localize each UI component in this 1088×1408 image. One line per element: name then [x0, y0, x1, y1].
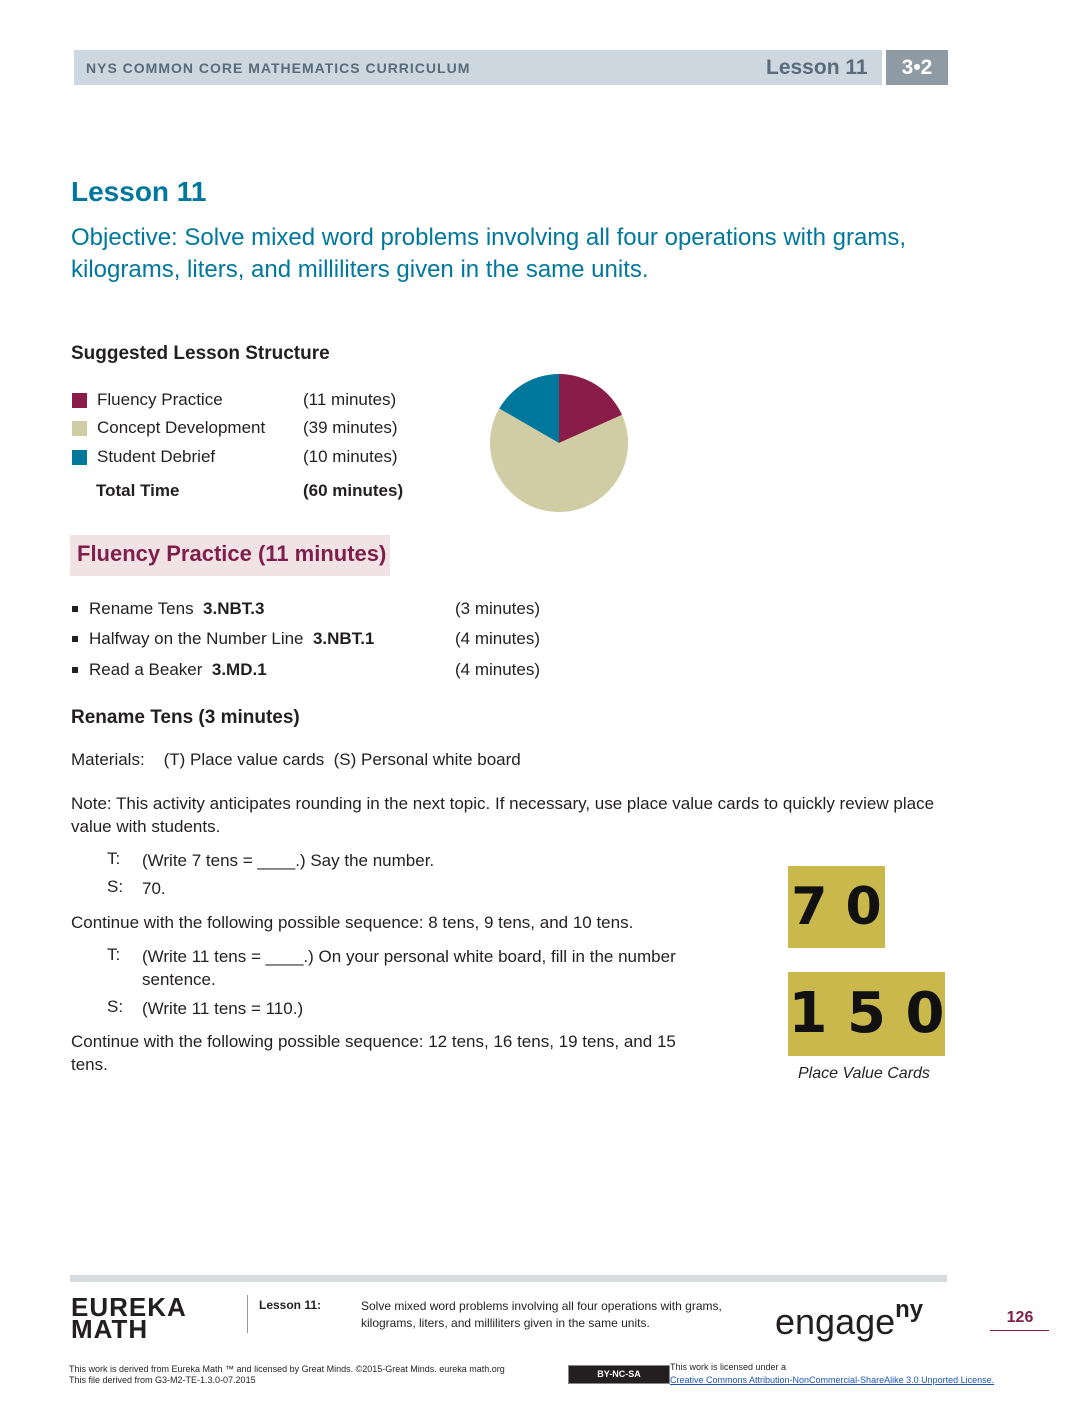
fluency-item-label: Rename Tens — [89, 599, 194, 618]
structure-item-time: (10 minutes) — [303, 447, 398, 466]
page-number: 126 — [1006, 1309, 1034, 1326]
dialog-text: (Write 7 tens = ____.) Say the number. — [142, 851, 435, 870]
objective: Objective: Solve mixed word problems involving all four operations with grams, kilograms, liters, and milliliters given in the same units. — [71, 224, 907, 283]
structure-item-label: Fluency Practice — [97, 390, 223, 409]
debrief-swatch — [72, 450, 87, 465]
structure-item-time: (39 minutes) — [303, 418, 398, 437]
header-lesson: Lesson 11 — [766, 56, 868, 79]
speaker-teacher: T: — [107, 945, 121, 964]
cards-caption: Place Value Cards — [798, 1065, 930, 1082]
fluency-item-time: (3 minutes) — [455, 599, 541, 618]
place-value-card-150: 1 5 0 — [788, 972, 945, 1056]
fluency-item-standard: 3.NBT.1 — [312, 629, 375, 648]
footer-divider — [247, 1295, 248, 1333]
total-time: (60 minutes) — [303, 481, 404, 500]
fluency-swatch — [72, 393, 87, 408]
total-label: Total Time — [96, 481, 180, 500]
speaker-teacher: T: — [107, 849, 121, 868]
curriculum-label: NYS COMMON CORE MATHEMATICS CURRICULUM — [86, 60, 471, 76]
speaker-student: S: — [107, 877, 124, 896]
materials: Materials: (T) Place value cards (S) Personal white board — [71, 750, 521, 769]
page-number-underline — [990, 1330, 1049, 1331]
footer-lesson-label: Lesson 11: — [259, 1298, 322, 1312]
fluency-heading: Fluency Practice (11 minutes) — [77, 541, 387, 566]
bullet-icon — [72, 636, 78, 642]
dialog-text: (Write 11 tens = 110.) — [142, 999, 304, 1018]
structure-heading: Suggested Lesson Structure — [71, 343, 330, 364]
dialog-text: (Write 11 tens = ____.) On your personal white board, fill in the number sentence. — [142, 947, 676, 989]
bullet-icon — [72, 667, 78, 673]
footer-rule — [70, 1275, 947, 1282]
note: Note: This activity anticipates rounding in the next topic. If necessary, use place value cards to quickly review place value with students. — [71, 794, 935, 836]
derived-file: This file derived from G3-M2-TE-1.3.0-07.2015 — [69, 1375, 256, 1385]
concept-swatch — [72, 421, 87, 436]
fluency-item-label: Read a Beaker — [89, 660, 203, 679]
structure-item-label: Concept Development — [97, 418, 266, 437]
derived-notice: This work is derived from Eureka Math ™ and licensed by Great Minds. ©2015-Great Minds. eureka math.org — [69, 1364, 505, 1374]
rename-tens-heading: Rename Tens (3 minutes) — [71, 707, 300, 728]
structure-item-time: (11 minutes) — [303, 390, 397, 409]
speaker-student: S: — [107, 997, 124, 1016]
grade-module-badge: 3•2 — [886, 50, 948, 85]
page-title: Lesson 11 — [71, 176, 207, 207]
fluency-item-label: Halfway on the Number Line — [89, 629, 304, 648]
fluency-item-time: (4 minutes) — [455, 629, 541, 648]
engageny-logo: engage$^{ny}$ — [775, 1296, 924, 1342]
eureka-math-logo: EUREKA MATH — [71, 1292, 187, 1344]
structure-item-label: Student Debrief — [97, 447, 216, 466]
continue-sequence: Continue with the following possible sequence: 12 tens, 16 tens, 19 tens, and 15 tens. — [71, 1032, 676, 1074]
bullet-icon — [72, 606, 78, 612]
dialog-text: 70. — [142, 879, 166, 898]
lesson-structure-pie-chart — [488, 372, 630, 514]
fluency-item-standard: 3.NBT.3 — [203, 599, 265, 618]
continue-sequence: Continue with the following possible sequence: 8 tens, 9 tens, and 10 tens. — [71, 913, 634, 932]
fluency-item-standard: 3.MD.1 — [211, 660, 267, 679]
license-link[interactable]: Creative Commons Attribution-NonCommercial-ShareAlike 3.0 Unported License. — [670, 1375, 995, 1385]
fluency-item-time: (4 minutes) — [455, 660, 541, 679]
footer-objective: Solve mixed word problems involving all four operations with grams, kilograms, liters, and milliliters given in the same units. — [361, 1299, 722, 1330]
license-text: This work is licensed under a — [670, 1362, 787, 1372]
cc-license-badge: BY-NC-SA — [568, 1365, 670, 1384]
place-value-card-70: 7 0 — [788, 866, 885, 948]
